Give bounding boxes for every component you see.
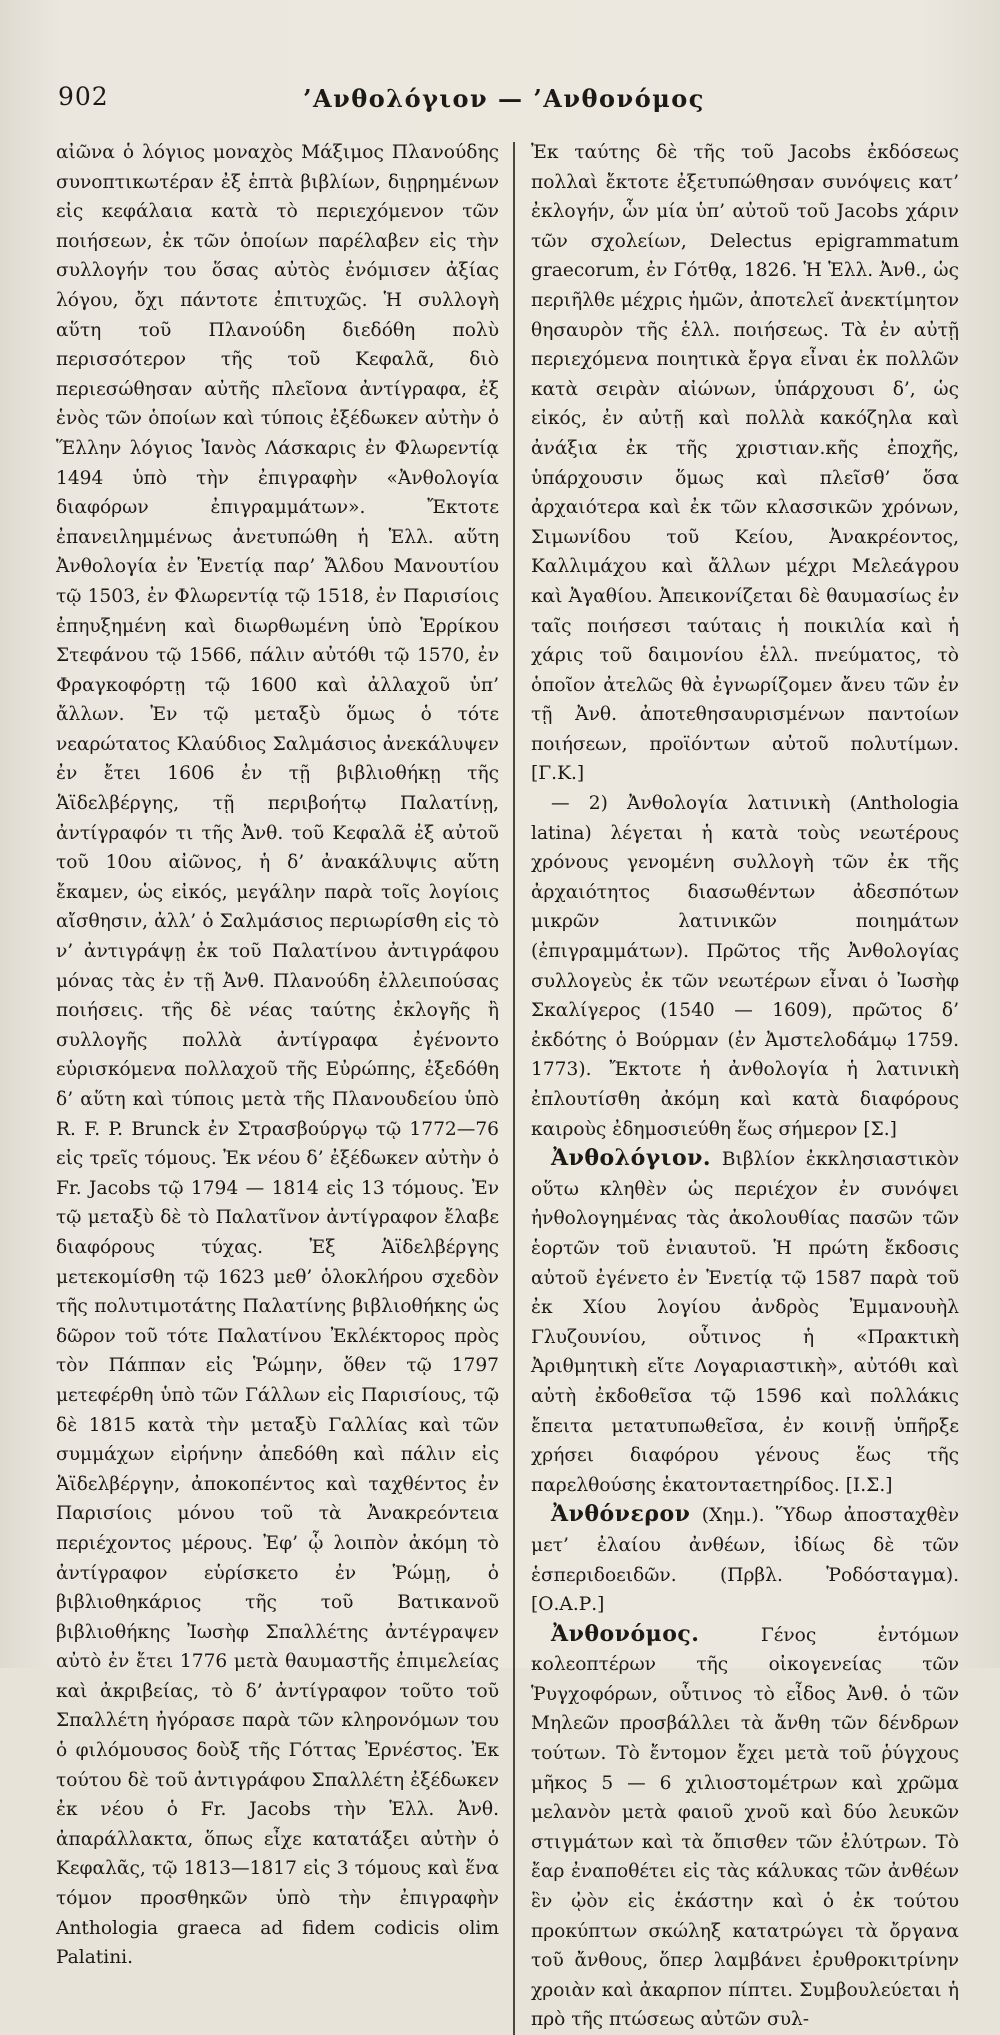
entry-anthonomos [531, 1620, 959, 2035]
left-column-text: αἰῶνα ὁ λόγιος μοναχὸς Μάξιμος Πλανούδης συνοπτικωτέραν ἐξ ἑπτὰ βιβλίων, διῃρημένων εἰς κεφάλαια κατὰ τὸ περιεχόμενον τῶν ποιήσεων, ἐκ τῶν ὁποίων παρέλαβεν εἰς τὴν συλλογήν του ὅσας αὐτὸς ἐνόμισεν ἀξίας λόγου, ὄχι πάντοτε ἐπιτυχῶς. Ἡ συλλογὴ αὕτη τοῦ Πλανούδη διεδόθη πολὺ περισσότερον τῆς τοῦ Κεφαλᾶ, διὸ περιεσώθησαν αὐτῆς πλεῖονα ἀντίγραφα, ἐξ ἑνὸς τῶν ὁποίων καὶ τύποις ἐξέδωκεν αὐτὴν ὁ Ἕλλην λόγιος Ἰανὸς Λάσκαρις ἐν Φλωρεντίᾳ 1494 ὑπὸ τὴν ἐπιγραφὴν «Ἀνθολογία διαφόρων ἐπιγραμμάτων». Ἔκτοτε ἐπανειλημμένως ἀνετυπώθη ἡ Ἑλλ. αὕτη Ἀνθολογία ἐν Ἑνετίᾳ παρ’ Ἄλδου Μανουτίου τῷ 1503, ἐν Φλωρεντίᾳ τῷ 1518, ἐν Παρισίοις ἐπηυξημένη καὶ διωρθωμένη ὑπὸ Ἑρρίκου Στεφάνου τῷ 1566, πάλιν αὐτόθι τῷ 1570, ἐν Φραγκοφόρτῃ τῷ 1600 καὶ ἀλλαχοῦ ὑπ’ ἄλλων. Ἐν τῷ μεταξὺ ὅμως ὁ τότε νεαρώτατος Κλαύδιος Σαλμάσιος ἀνεκάλυψεν ἐν ἔτει 1606 ἐν τῇ βιβλιοθήκῃ τῆς Ἁϊδελβέργης, τῇ περιβοήτῳ Παλατίνῃ, ἀντίγραφόν τι τῆς Ἀνθ. τοῦ Κεφαλᾶ ἐξ αὐτοῦ τοῦ 10ου αἰῶνος, ἡ δ’ ἀνακάλυψις αὕτη ἔκαμεν, ὡς εἰκός, μεγάλην παρὰ τοῖς λογίοις αἴσθησιν, ἀλλ’ ὁ Σαλμάσιος περιωρίσθη εἰς τὸ ν’ ἀντιγράψῃ ἐκ τοῦ Παλατίνου ἀντιγράφου μόνας τὰς ἐν τῇ Ἀνθ. Πλανούδη ἐλλειπούσας ποιήσεις. τῆς δὲ νέας ταύτης ἐκλογῆς ἢ συλλογῆς πολλὰ ἀντίγραφα ἐγένοντο εὑρισκόμενα πολλαχοῦ τῆς Εὐρώπης, ἐξεδόθη δ’ αὕτη καὶ τύποις μετὰ τῆς Πλανουδείου ὑπὸ R. F. P. Brunck ἐν Στρασβούργῳ τῷ 1772—76 εἰς τρεῖς τόμους. Ἐκ νέου δ’ ἐξέδωκεν αὐτὴν ὁ Fr. Jacobs τῷ 1794 — 1814 εἰς 13 τόμους. Ἐν τῷ μεταξὺ δὲ τὸ Παλατῖνον ἀντίγραφον ἔλαβε διαφόρους τύχας. Ἐξ Ἁϊδελβέργης μετεκομίσθη τῷ 1623 μεθ’ ὁλοκλήρου σχεδὸν τῆς πολυτιμοτάτης Παλατίνης βιβλιοθήκης ὡς δῶρον τοῦ τότε Παλατίνου Ἐκλέκτορος πρὸς τὸν Πάππαν εἰς Ῥώμην, ὅθεν τῷ 1797 μετεφέρθη ὑπὸ τῶν Γάλλων εἰς Παρισίους, τῷ δὲ 1815 κατὰ τὴν μεταξὺ Γαλλίας καὶ τῶν συμμάχων εἰρήνην ἀπεδόθη καὶ πάλιν εἰς Ἁϊδελβέργην, ἀποκοπέντος καὶ ταχθέντος ἐν Παρισίοις μόνου τοῦ τὰ Ἀνακρεόντεια περιέχοντος μέρους. Ἐφ’ ᾧ λοιπὸν ἀκόμη τὸ ἀντίγραφον εὑρίσκετο ἐν Ῥώμῃ, ὁ βιβλιοθηκάριος τῆς τοῦ Βατικανοῦ βιβλιοθήκης Ἰωσὴφ Σπαλλέτης ἀντέγραψεν αὐτὸ ἐν ἔτει 1776 μετὰ θαυμαστῆς ἐπιμελείας καὶ ἀκριβείας, τὸ δ’ ἀντίγραφον τοῦτο τοῦ Σπαλλέτη ἠγόρασε παρὰ τῶν κληρονόμων του ὁ φιλόμουσος δοὺξ τῆς Γόττας Ἐρνέστος. Ἐκ τούτου δὲ τοῦ ἀντιγράφου Σπαλλέτη ἐξέδωκεν ἐκ νέου ὁ Fr. Jacobs τὴν Ἑλλ. Ἀνθ. ἀπαράλλακτα, ὅπως εἶχε κατατάξει αὐτὴν ὁ Κεφαλᾶς, τῷ 1813—1817 εἰς 3 τόμους καὶ ἕνα τόμον προσθηκῶν ὑπὸ τὴν ἐπιγραφὴν Anthologia graeca ad fidem codicis olim Palatini. [56, 142, 499, 1969]
entry-text: Γένος ἐντόμων κολεοπτέρων τῆς οἰκογενείας τῶν Ῥυγχοφόρων, οὗτινος τὸ εἶδος Ἀνθ. ὁ τῶν Μηλεῶν προσβάλλει τὰ ἄνθη τῶν δένδρων τούτων. Τὸ ἔντομον ἔχει μετὰ τοῦ ῥύγχους μῆκος 5 — 6 χιλιοστομέτρων καὶ χρῶμα μελανὸν μετὰ φαιοῦ χνοῦ καὶ δύο λευκῶν στιγμάτων καὶ τὰ ὄπισθεν τῶν ἐλύτρων. Τὸ ἔαρ ἐναποθέτει εἰς τὰς κάλυκας τῶν ἀνθέων ἓν ᾠὸν εἰς ἑκάστην καὶ ὁ ἐκ τούτου προκύπτων σκώληξ κατατρώγει τὰ ὄργανα τοῦ ἄνθους, ὅπερ λαμβάνει ἐρυθροκιτρίνην χροιὰν καὶ ἀκαρπον πίπτει. Συμβουλεύεται ἡ πρὸ τῆς πτώσεως αὐτῶν συλ- [531, 1624, 959, 2031]
entry-anthoneron [531, 1500, 959, 1619]
left-column [30, 138, 513, 1973]
latin-anthology-subentry: — 2) Ἀνθολογία λατινικὴ (Anthologia latina) λέγεται ἡ κατὰ τοὺς νεωτέρους χρόνους γενομένη συλλογὴ τῶν ἐκ τῆς ἀρχαιότητος διασωθέντων ἀδεσπότων μικρῶν λατινικῶν ποιημάτων (ἐπιγραμμάτων). Πρῶτος τῆς Ἀνθολογίας συλλογεὺς ἐκ τῶν νεωτέρων εἶναι ὁ Ἰωσὴφ Σκαλίγερος (1540 — 1609), πρῶτος δ’ ἐκδότης ὁ Βούρμαν (ἐν Ἀμστελοδάμῳ 1759. 1773). Ἔκτοτε ἡ ἀνθολογία ἡ λατινικὴ ἐπλουτίσθη ἀκόμη καὶ κατὰ διαφόρους καιροὺς ἐδημοσιεύθη ἕως σήμερον [Σ.] [531, 793, 959, 1140]
right-column [515, 138, 967, 2035]
page-number: 902 [58, 82, 109, 111]
entry-text: (Χημ.). Ὕδωρ ἀποσταχθὲν μετ’ ἐλαίου ἀνθέων, ἰδίως δὲ τῶν ἑσπεριδοειδῶν. (Πρβλ. Ῥοδόσταγμα). [Ο.Α.Ρ.] [531, 1505, 959, 1616]
entry-antholgion [531, 1144, 959, 1500]
two-column-body [30, 138, 978, 2035]
continuation-paragraph: Ἐκ ταύτης δὲ τῆς τοῦ Jacobs ἐκδόσεως πολλαὶ ἔκτοτε ἐξετυπώθησαν συνόψεις κατ’ ἐκλογήν, ὧν μία ὑπ’ αὐτοῦ τοῦ Jacobs χάριν τῶν σχολείων, Delectus epigrammatum graecorum, ἐν Γότθᾳ, 1826. Ἡ Ἑλλ. Ἀνθ., ὡς περιῆλθε μέχρις ἡμῶν, ἀποτελεῖ ἀνεκτίμητον θησαυρὸν τῆς ἑλλ. ποιήσεως. Τὰ ἐν αὐτῇ περιεχόμενα ποιητικὰ ἔργα εἶναι ἐκ πολλῶν κατὰ σειρὰν αἰώνων, ὑπάρχουσι δ’, ὡς εἰκός, ἐν αὐτῇ καὶ πολλὰ κακόζηλα καὶ ἀνάξια ἐκ τῆς χριστιαν.κῆς ἐποχῆς, ὑπάρχουσιν ὅμως καὶ πλεῖσθ’ ὅσα ἀρχαιότερα καὶ ἐκ τῶν κλασσικῶν χρόνων, Σιμωνίδου τοῦ Κείου, Ἀνακρέοντος, Καλλιμάχου καὶ ἄλλων μέχρι Μελεάγρου καὶ Ἀγαθίου. Ἀπεικονίζεται δὲ θαυμασίως ἐν ταῖς ποιήσεσι ταύταις ἡ ποικιλία καὶ ἡ χάρις τοῦ δαιμονίου ἑλλ. πνεύματος, τὸ ὁποῖον ἀτελῶς θὰ ἐγνωρίζομεν ἄνευ τῶν ἐν τῇ Ἀνθ. ἀποτεθησαυρισμένων παντοίων ποιήσεων, προϊόντων αὐτοῦ πολυτίμων. [Γ.Κ.] [531, 142, 959, 785]
headword: Ἀνθονόμος. [551, 1620, 700, 1647]
headword: Ἀνθολόγιον. [551, 1145, 712, 1172]
entry-text: Βιβλίον ἐκκλησιαστικὸν οὕτω κληθὲν ὡς περιέχον ἐν συνόψει ἠνθολογημένας τὰς ἀκολουθίας πασῶν τῶν ἑορτῶν τοῦ ἐνιαυτοῦ. Ἡ πρώτη ἔκδοσις αὐτοῦ ἐγένετο ἐν Ἑνετίᾳ τῷ 1587 παρὰ τοῦ ἐκ Χίου λογίου ἀνδρὸς Ἐμμανουὴλ Γλυζουνίου, οὗτινος ἡ «Πρακτικὴ Ἀριθμητικὴ εἴτε Λογαριαστικὴ», αὐτόθι καὶ αὐτὴ ἐκδοθεῖσα τῷ 1596 καὶ πολλάκις ἔπειτα μετατυπωθεῖσα, ἐν κοινῇ ὑπῆρξε χρήσει διαφόρου γένους ἕως τῆς παρελθούσης ἑκατονταετηρίδος. [Ι.Σ.] [531, 1149, 959, 1496]
running-title: ’Ανθολόγιον — ’Ανθονόμος [303, 84, 705, 113]
headword: Ἀνθόνερον [551, 1501, 691, 1528]
page-header [30, 72, 978, 116]
